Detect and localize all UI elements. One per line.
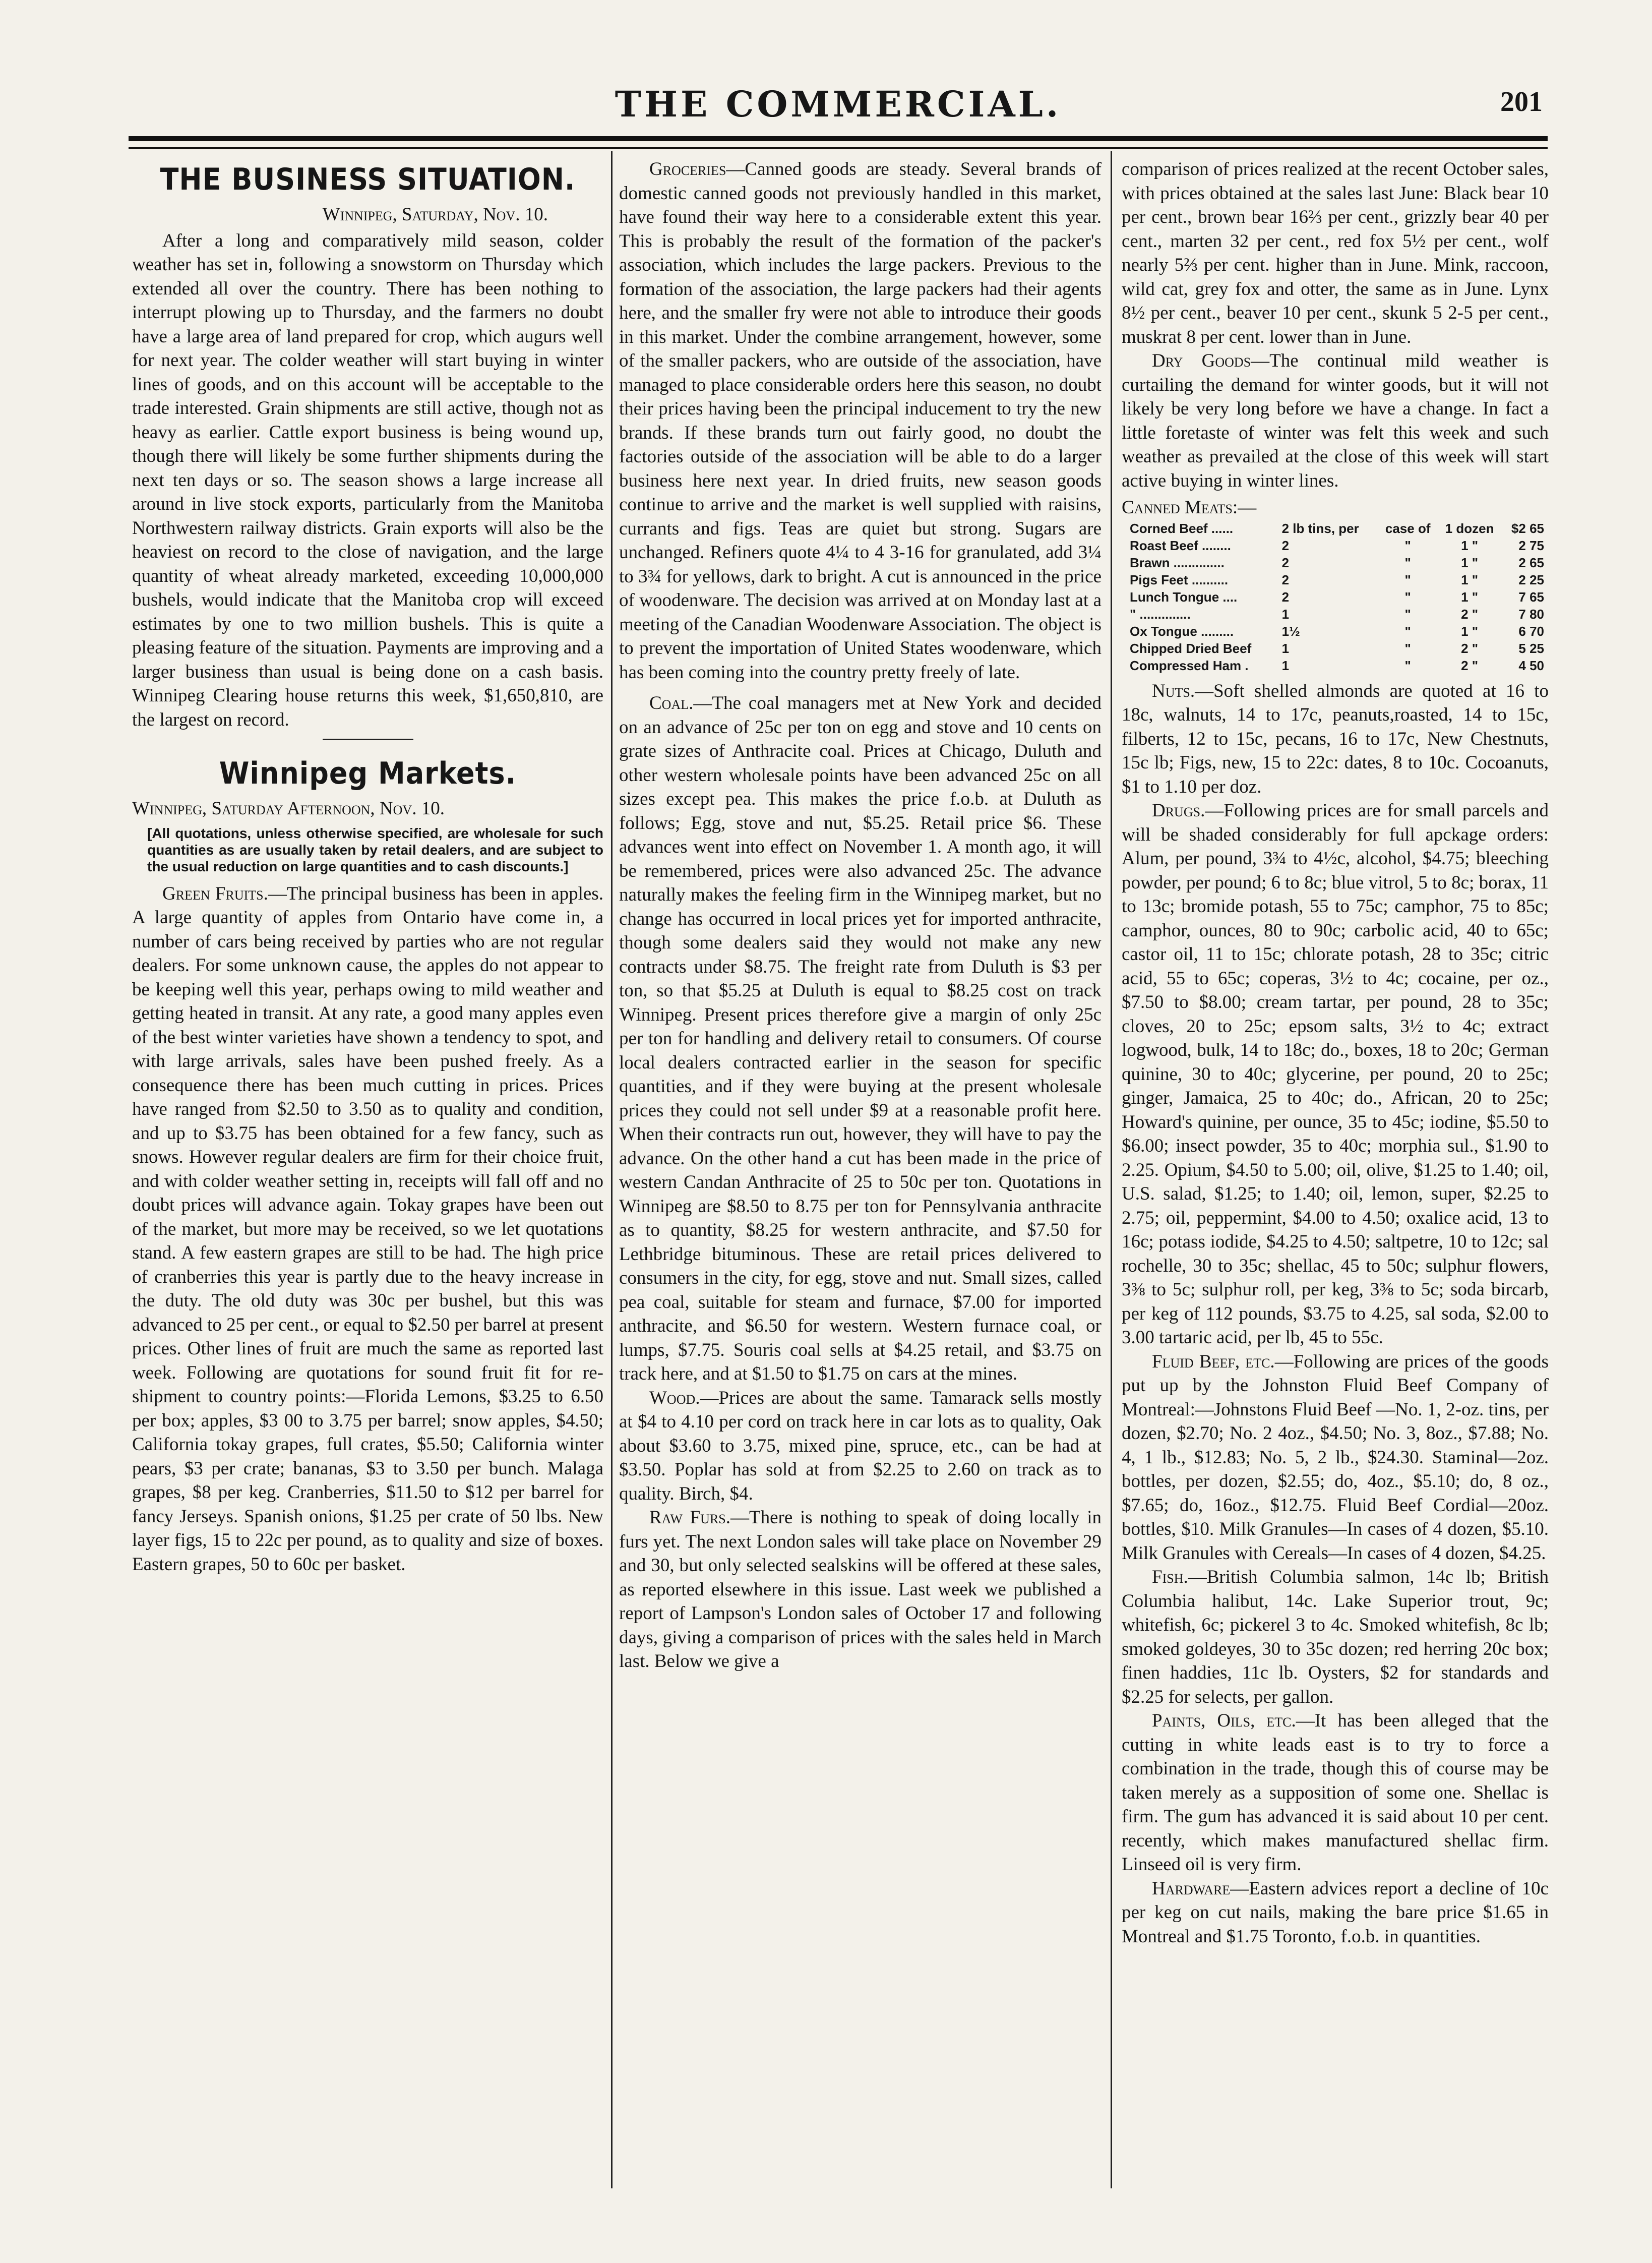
fish-paragraph [1122, 1565, 1549, 1709]
groceries-text: —Canned goods are steady. Several brands of domestic canned goods not previously handled in this market, have found their way here to a considerable extent this year. This is probably the result of the formation of the packer's association, which includes the large packers. Previous to the formation of the association, the large packers had their agents here, and the smaller fry were not able to introduce their goods in this market. Under the combine arrangement, however, some of the smaller packers, who are outside of the association, have managed to place considerable orders here this season, no doubt their prices having been the principal inducement to try the new brands. If these brands turn out fairly good, no doubt the factories outside of the association will be able to do a larger business here next year. In dried fruits, new season goods continue to arrive and the market is well supplied with raisins, currants and figs. Teas are quiet but strong. Sugars are unchanged. Refiners quote 4¼ to 4 3-16 for granulated, add 3¼ to 3¾ for yellows, dark to bright. A cut is announced in the price of woodenware. The decision was arrived at on Monday last at a meeting of the Canadian Woodenware Association. The object is to prevent the importation of United States woodenware, which has been coming into the country pretty freely of late. [619, 159, 1102, 683]
meat-qty: 1 " [1461, 623, 1479, 639]
meat-qty: 2 " [1461, 658, 1479, 673]
meat-size: 1 [1281, 606, 1290, 622]
dry-goods-paragraph [1122, 349, 1549, 493]
business-situation-heading: THE BUSINESS SITUATION. [160, 162, 576, 197]
groceries-label: Groceries [649, 159, 726, 180]
meat-price: 6 70 [1518, 623, 1544, 639]
meat-name: Compressed Ham . [1130, 658, 1249, 673]
raw-furs-text: —There is nothing to speak of doing locally in furs yet. The next London sales will take place on November 29 and 30, but only selected sealskins will be offered at these sales, as reported elsewhere in this issue. Last week we published a report of Lampson's London sales of October 17 and following days, giving a comparison of prices with the sales held in March last. Below we give a [619, 1507, 1102, 1672]
paints-oils-label: Paints, Oils, etc. [1152, 1710, 1296, 1731]
meat-name: Roast Beef ........ [1130, 538, 1231, 553]
column-2 [619, 157, 1102, 2205]
meat-price: 4 50 [1518, 658, 1544, 673]
table-row [1128, 640, 1546, 657]
meat-unit: " [1404, 606, 1411, 622]
column-1 [132, 157, 603, 2205]
business-dateline: Winnipeg, Saturday, Nov. 10. [322, 204, 548, 225]
meat-size: 1 [1281, 640, 1290, 656]
nuts-text: —Soft shelled almonds are quoted at 16 to 18c, walnuts, 14 to 17c, peanuts,roasted, 14 to 15c, filberts, 12 to 15c, pecans, 16 to 17c, New Chestnuts, 15c lb; Figs, new, 15 to 22c: dates, 8 to 10c. Cocoanuts, $1 to 1.10 per doz. [1122, 680, 1549, 797]
meat-size: 1½ [1281, 623, 1300, 639]
meat-unit: " [1404, 658, 1411, 673]
meat-qty: 2 " [1461, 606, 1479, 622]
coal-paragraph [619, 691, 1102, 1386]
coal-label: Coal. [649, 693, 694, 713]
meat-unit: " [1404, 640, 1411, 656]
canned-meats-title: Canned Meats:— [1122, 497, 1257, 518]
meat-size: 2 [1281, 555, 1290, 570]
meat-price: $2 65 [1511, 520, 1544, 536]
table-row [1128, 606, 1546, 623]
fluid-beef-paragraph [1122, 1350, 1549, 1566]
fluid-beef-label: Fluid Beef, etc. [1152, 1351, 1275, 1372]
groceries-paragraph [619, 157, 1102, 684]
wood-text: —Prices are about the same. Tamarack sells mostly at $4 to 4.10 per cord on track here in car lots as to quality, Oak about $3.60 to 3.75, mixed pine, spruce, etc., can be had at $3.50. Poplar has sold at from $2.25 to 2.60 on track as to quality. Birch, $4. [619, 1387, 1102, 1504]
meat-qty: 1 " [1461, 555, 1479, 570]
header-rule-thin [129, 147, 1548, 149]
meat-unit: case of [1385, 520, 1431, 536]
meat-price: 7 80 [1518, 606, 1544, 622]
wood-label: Wood. [649, 1387, 700, 1408]
coal-text: —The coal managers met at New York and decided on an advance of 25c per ton on egg and stove and 10 cents on grate sizes of Anthracite coal. Prices at Chicago, Duluth and other western wholesale points have been advanced 25c on all sizes except pea. This makes the price f.o.b. at Duluth as follows; Egg, stove and nut, $5.25. Retail price $6. These advances went into effect on November 1. A month ago, it will be remembered, prices were also advanced 25c. The advance naturally makes the feeling firm in the Winnipeg market, but no change has occurred in local prices yet for imported anthracite, though some dealers said they would not make any new contracts under $8.75. The freight rate from Duluth is $3 per ton, so that $5.25 at Duluth is equal to $8.25 cost on track Winnipeg. Present prices therefore give a margin of only 25c per ton for handling and delivery retail to consumers. Of course local dealers contracted earlier in the season for specific quantities, and if they were buying at the present wholesale prices they could not sell under $9 at a reasonable profit here. When their contracts run out, however, they will have to pay the advance. On the other hand a cut has been made in the price of western Candan Anthracite of 25 to 50c per ton. Quotations in Winnipeg are $8.50 to 8.75 per ton for Pennsylvania anthracite as to quantity, $8.25 for western anthracite, and $7.50 for Lethbridge bituminous. These are retail prices delivered to consumers in the city, for egg, stove and nut. Small sizes, called pea coal, suitable for steam and furnace, $7.00 for imported anthracite, and $6.50 for western. Western furnace coal, or lumps, $7.75. Souris coal sells at $4.25 retail, and $3.75 on track here, and at $1.50 to $1.75 on cars at the mines. [619, 693, 1102, 1384]
column-rule-1 [611, 151, 613, 2188]
masthead-title: THE COMMERCIAL. [615, 83, 1062, 125]
meat-name: Chipped Dried Beef [1130, 640, 1252, 656]
green-fruits-text: —The principal business has been in apples. A large quantity of apples from Ontario have come in, a number of cars being received by parties who are not regular dealers. For some unknown cause, the apples do not appear to be keeping well this year, perhaps owing to mild weather and getting heated in transit. At any rate, a good many apples even of the best winter varieties have shown a tendency to spot, and with large arrivals, sales have been pushed freely. As a consequence there has been much cutting in prices. Prices have ranged from $2.50 to 3.50 as to quality and condition, and up to $3.75 has been obtained for a few fancy, such as snows. However regular dealers are firm for their choice fruit, and with colder weather setting in, receipts will fall off and no doubt prices will advance again. Tokay grapes have been out of the market, but more may be received, so we let quotations stand. A few eastern grapes are still to be had. The high price of cranberries this year is partly due to the heavy increase in the duty. The old duty was 30c per bushel, but this was advanced to 25 per cent., or equal to $2.50 per barrel at present prices. Other lines of fruit are much the same as reported last week. Following are quotations for sound fruit fit for re-shipment to country points:—Florida Lemons, $3.25 to 6.50 per box; apples, $3 00 to 3.75 per barrel; snow apples, $4.50; California tokay grapes, full crates, $5.50; California winter pears, $3 per crate; bananas, $3 to 3.50 per bunch. Malaga grapes, $8 per keg. Cranberries, $11.50 to $12 per barrel for fancy Jerseys. Spanish onions, $1.25 per crate of 50 lbs. New layer figs, 15 to 22c per pound, as to quality and size of boxes. Eastern grapes, 50 to 60c per basket. [132, 883, 603, 1575]
winnipeg-markets-heading: Winnipeg Markets. [219, 756, 517, 791]
raw-furs-label: Raw Furs. [649, 1507, 730, 1528]
meat-unit: " [1404, 572, 1411, 587]
table-row [1128, 537, 1546, 554]
markets-dateline: Winnipeg, Saturday Afternoon, Nov. 10. [132, 798, 445, 819]
meat-size: 2 lb tins, per [1281, 520, 1359, 536]
meat-price: 2 65 [1518, 555, 1544, 570]
meat-unit: " [1404, 555, 1411, 570]
meat-price: 5 25 [1518, 640, 1544, 656]
paints-oils-text: —It has been alleged that the cutting in white leads east is to try to force a combination in the trade, though this of course may be taken merely as a supposition of some one. Shellac is firm. The gum has advanced it is said about 10 per cent. recently, which makes manufactured shellac firm. Linseed oil is very firm. [1122, 1710, 1549, 1875]
meat-size: 1 [1281, 658, 1290, 673]
meat-unit: " [1404, 538, 1411, 553]
green-fruits-paragraph [132, 882, 603, 1577]
dry-goods-text: —The continual mild weather is curtailing the demand for winter goods, but it will not likely be very long before we have a change. In fact a little foretaste of winter was felt this week and such weather as prevailed at the close of this week will start active buying in winter lines. [1122, 350, 1549, 491]
meat-name: Lunch Tongue .... [1130, 589, 1238, 605]
table-row [1128, 571, 1546, 588]
meat-qty: 1 " [1461, 572, 1479, 587]
page-number: 201 [1500, 86, 1543, 117]
meat-unit: " [1404, 589, 1411, 605]
drugs-label: Drugs. [1152, 800, 1205, 821]
column-rule-2 [1111, 151, 1112, 2188]
masthead [129, 81, 1548, 136]
dry-goods-label: Dry Goods [1152, 350, 1251, 371]
header-rule-thick [129, 136, 1548, 141]
column-3 [1122, 157, 1549, 2205]
table-row [1128, 520, 1546, 537]
hardware-text: —Eastern advices report a decline of 10c per keg on cut nails, making the bare price $1.65 in Montreal and $1.75 Toronto, f.o.b. in quantities. [1122, 1878, 1549, 1947]
meat-price: 2 75 [1518, 538, 1544, 553]
fish-label: Fish. [1152, 1567, 1188, 1587]
meat-name: Brawn .............. [1130, 555, 1225, 570]
furs-continued-text: comparison of prices realized at the recent October sales, with prices obtained at the sales last June: Black bear 10 per cent., brown bear 16⅔ per cent., grizzly bear 40 per cent., marten 32 per cent., red fox 5½ per cent., wolf nearly 5⅔ per cent. higher than in June. Mink, raccoon, wild cat, grey fox and otter, the same as in June. Lynx 8½ per cent., beaver 10 per cent., skunk 5 2-5 per cent., muskrat 8 per cent. lower than in June. [1122, 159, 1549, 347]
meat-name: Pigs Feet .......... [1130, 572, 1229, 587]
drugs-paragraph [1122, 799, 1549, 1350]
green-fruits-label: Green Fruits. [162, 883, 268, 904]
meat-size: 2 [1281, 572, 1290, 587]
meat-qty: 1 " [1461, 538, 1479, 553]
hardware-paragraph [1122, 1877, 1549, 1949]
wood-paragraph [619, 1386, 1102, 1506]
meat-name: Corned Beef ...... [1130, 520, 1234, 536]
business-situation-text: After a long and comparatively mild season, colder weather has set in, following a snowstorm on Thursday which extended all over the country. There has been nothing to interrupt plowing up to Thursday, and the farmers no doubt have a large area of land prepared for crop, which augurs well for next year. The colder weather will start buying in winter lines of goods, and on this account will be acceptable to the trade interested. Grain shipments are still active, though not as heavy as earlier. Cattle export business is being wound up, though there will likely be some further shipments during the next ten days or so. The season shows a large increase all around in live stock exports, particularly from the Manitoba Northwestern railway districts. Grain exports will also be the heaviest on record to the close of navigation, and the large quantity of wheat already marketed, exceeding 10,000,000 bushels, would indicate that the Manitoba crop will exceed estimates by one to two million bushels. This is quite a pleasing feature of the situation. Payments are improving and a larger business than usual is being done on a cash basis. Winnipeg Clearing house returns this week, $1,650,810, are the largest on record. [132, 230, 603, 730]
meat-qty: 1 dozen [1445, 520, 1494, 536]
meat-unit: " [1404, 623, 1411, 639]
meat-price: 2 25 [1518, 572, 1544, 587]
drugs-text: —Following prices are for small parcels and will be shaded considerably for full apckage orders: Alum, per pound, 3¾ to 4½c, alcohol, $4.75; bleeching powder, per pound; 6 to 8c; blue vitrol, 5 to 8c; borax, 11 to 13c; bromide potash, 55 to 75c; camphor, 75 to 85c; camphor, ounces, 80 to 90c; carbolic acid, 40 to 65c; castor oil, 11 to 15c; chlorate potash, 28 to 35c; citric acid, 55 to 65c; coperas, 3½ to 4c; cocaine, per oz., $7.50 to $8.00; cream tartar, per pound, 28 to 35c; cloves, 20 to 25c; epsom salts, 3½ to 4c; extract logwood, bulk, 14 to 18c; do., boxes, 18 to 20c; German quinine, 30 to 40c; glycerine, per pound, 20 to 25c; ginger, Jamaica, 25 to 40c; do., African, 20 to 25c; Howard's quinine, per ounce, 35 to 45c; iodine, $5.50 to $6.00; insect powder, 35 to 40c; morphia sul., $1.90 to 2.25. Opium, $4.50 to 5.00; oil, olive, $1.25 to 1.40; oil, U.S. salad, $1.25; to 1.40; oil, lemon, super, $2.25 to 2.75; oil, peppermint, $4.00 to 4.50; oxalice acid, 13 to 16c; potass iodide, $4.25 to 4.50; saltpetre, 10 to 12c; sal rochelle, 30 to 35c; shellac, 45 to 50c; sulphur flowers, 3⅜ to 5c; sulphur roll, per keg, 3⅜ to 5c; soda bircarb, per keg of 112 pounds, $3.75 to 4.25, sal soda, $2.00 to 3.00 tartaric acid, per lb, 45 to 55c. [1122, 800, 1549, 1348]
table-row [1128, 657, 1546, 674]
table-row [1128, 588, 1546, 606]
canned-meats-table [1128, 520, 1546, 674]
article-end-rule [323, 739, 413, 740]
hardware-label: Hardware [1152, 1878, 1231, 1899]
meat-price: 7 65 [1518, 589, 1544, 605]
fluid-beef-text: —Following are prices of the goods put up by the Johnston Fluid Beef Company of Montreal:—Johnstons Fluid Beef —No. 1, 2-oz. tins, per dozen, $2.70; No. 2 4oz., $4.50; No. 3, 8oz., $7.88; No. 4, 1 lb., $12.83; No. 5, 2 lb., $24.30. Staminal—2oz. bottles, per dozen, $2.55; do, 4oz., $5.10; do, 8 oz., $7.65; do, 16oz., $12.75. Fluid Beef Cordial—20oz. bottles, $10. Milk Granules—In cases of 4 dozen, $5.10. Milk Granules with Cereals—In cases of 4 dozen, $4.25. [1122, 1351, 1549, 1564]
meat-qty: 1 " [1461, 589, 1479, 605]
fish-text: —British Columbia salmon, 14c lb; British Columbia halibut, 14c. Lake Superior trout, 9c; whitefish, 6c; pickerel 3 to 4c. Smoked whitefish, 8c lb; smoked goldeyes, 30 to 35c dozen; red herring 20c box; finen haddies, 11c lb. Oysters, $2 for standards and $2.25 for selects, per gallon. [1122, 1567, 1549, 1707]
table-row [1128, 554, 1546, 571]
meat-name: Ox Tongue ......... [1130, 623, 1234, 639]
meat-name: " .............. [1130, 606, 1191, 622]
raw-furs-paragraph [619, 1506, 1102, 1674]
quotations-note: [All quotations, unless otherwise specified, are wholesale for such quantities as are usually taken by retail dealers, and are subject to the usual reduction on large quantities and to cash discounts.] [147, 825, 603, 874]
meat-qty: 2 " [1461, 640, 1479, 656]
table-row [1128, 623, 1546, 640]
meat-size: 2 [1281, 538, 1290, 553]
nuts-label: Nuts. [1152, 680, 1195, 701]
paints-oils-paragraph [1122, 1709, 1549, 1877]
meat-size: 2 [1281, 589, 1290, 605]
nuts-paragraph [1122, 679, 1549, 799]
